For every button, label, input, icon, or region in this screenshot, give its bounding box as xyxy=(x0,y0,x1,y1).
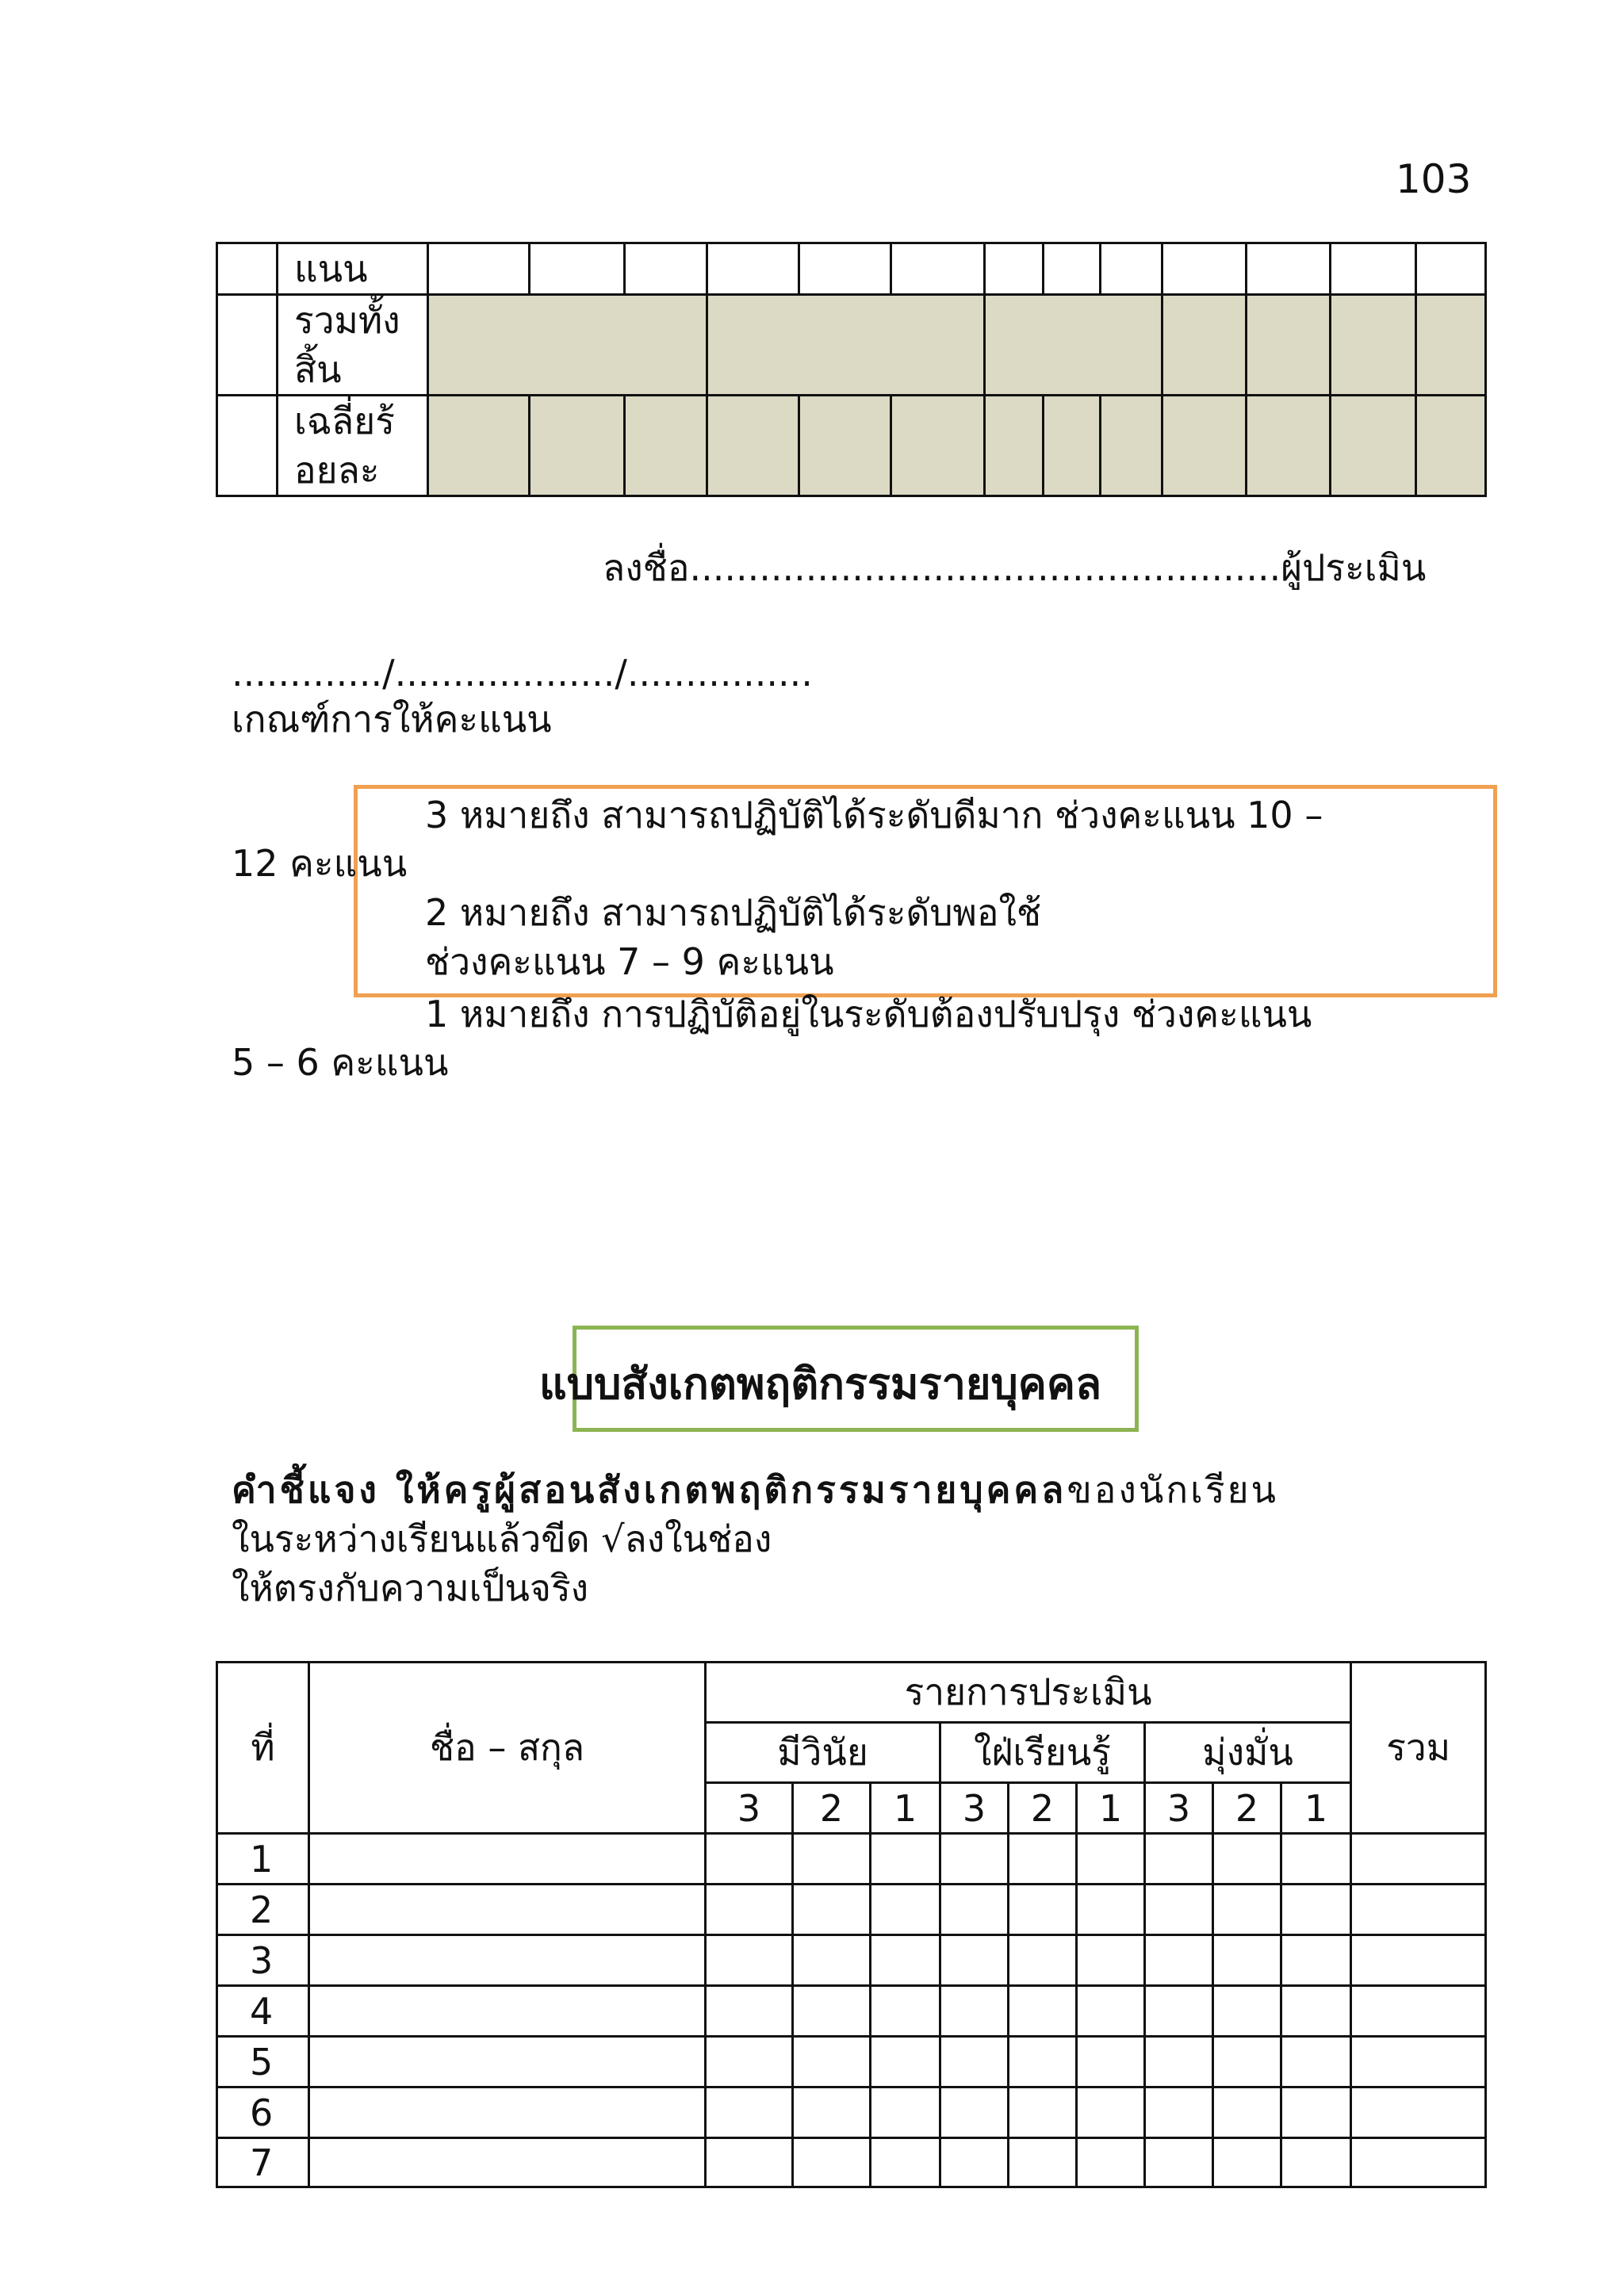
row-total xyxy=(217,295,1486,396)
row-number: 3 xyxy=(250,1938,274,1982)
row-number: 1 xyxy=(250,1837,274,1881)
col-header-no: ที่ xyxy=(251,1726,275,1769)
instructions-line2: ในระหว่างเรียนแล้วขีด √ลงในช่อง xyxy=(232,1517,772,1560)
row-number: 5 xyxy=(250,2040,274,2084)
row-label: แนน xyxy=(294,247,368,290)
category-determination: มุ่งมั่น xyxy=(1202,1731,1293,1774)
score-label: 3 xyxy=(962,1786,986,1830)
table-row xyxy=(217,2087,1486,2138)
instructions-bold: คำชี้แจง ให้ครูผู้สอนสังเกตพฤติกรรมรายบุคคล xyxy=(232,1468,1067,1511)
header-row-1 xyxy=(217,1663,1486,1723)
row-label-line1: รวมทั้ง xyxy=(294,299,400,342)
criteria-heading: เกณฑ์การให้คะแนน xyxy=(232,698,552,740)
criteria-level3-line1: 3 หมายถึง สามารถปฏิบัติได้ระดับดีมาก ช่วงคะแนน 10 – xyxy=(425,794,1323,836)
col-header-group: รายการประเมิน xyxy=(904,1670,1152,1713)
table-row xyxy=(217,1986,1486,2037)
row-number: 2 xyxy=(250,1888,274,1931)
score-label: 1 xyxy=(1304,1786,1328,1830)
page-number: 103 xyxy=(1396,156,1472,202)
table-row xyxy=(217,1834,1486,1885)
score-label: 3 xyxy=(1166,1786,1191,1830)
criteria-level2-line1: 2 หมายถึง สามารถปฏิบัติได้ระดับพอใช้ xyxy=(425,891,1042,934)
score-label: 1 xyxy=(893,1786,917,1830)
score-label: 2 xyxy=(819,1786,844,1830)
evaluation-table xyxy=(216,1661,1487,2188)
criteria-level1-line2: 5 – 6 คะแนน xyxy=(232,1041,449,1084)
signature-line: ลงชื่อ...................................................ผู้ประเมิน xyxy=(603,546,1427,589)
row-label-line2: อยละ xyxy=(294,449,380,492)
score-label: 3 xyxy=(737,1786,761,1830)
score-label: 2 xyxy=(1235,1786,1259,1830)
instructions-rest: ของนักเรียน xyxy=(1067,1468,1278,1511)
row-number: 6 xyxy=(250,2091,274,2134)
score-label: 2 xyxy=(1030,1786,1055,1830)
row-label-line2: สิ้น xyxy=(294,348,342,391)
instructions-line3: ให้ตรงกับความเป็นจริง xyxy=(232,1567,589,1609)
category-discipline: มีวินัย xyxy=(777,1731,868,1774)
col-header-name: ชื่อ – สกุล xyxy=(429,1726,585,1769)
row-number: 7 xyxy=(250,2141,274,2184)
form-title: แบบสังเกตพฤติกรรมรายบุคคล xyxy=(539,1359,1102,1409)
instructions-line1 xyxy=(232,1465,1278,1514)
score-label: 1 xyxy=(1098,1786,1123,1830)
category-eager-to-learn: ใฝ่เรียนรู้ xyxy=(974,1731,1111,1774)
top-score-table xyxy=(216,242,1487,497)
criteria-level2-line2: ช่วงคะแนน 7 – 9 คะแนน xyxy=(425,940,834,983)
table-row xyxy=(217,1885,1486,1935)
col-header-total: รวม xyxy=(1386,1726,1451,1769)
table-row xyxy=(217,1935,1486,1986)
row-number: 4 xyxy=(250,1989,274,2033)
table-row xyxy=(217,2138,1486,2187)
row-score xyxy=(217,243,1486,295)
date-line: ............./.................../................ xyxy=(232,652,813,695)
row-label-line1: เฉลี่ยร้ xyxy=(294,400,395,442)
criteria-level3-line2: 12 คะแนน xyxy=(232,842,408,885)
criteria-level1-line1: 1 หมายถึง การปฏิบัติอยู่ในระดับต้องปรับปรุง ช่วงคะแนน xyxy=(425,993,1312,1035)
row-percent xyxy=(217,396,1486,496)
table-row xyxy=(217,2037,1486,2087)
